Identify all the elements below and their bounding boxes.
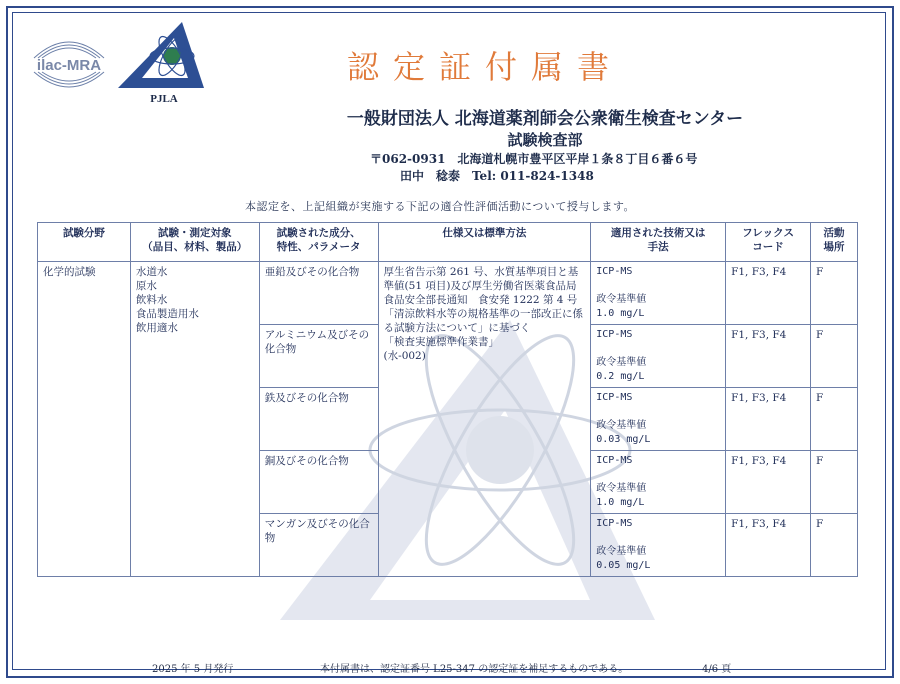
table-row — [38, 262, 858, 325]
header-technique: 適用された技術又は 手法 — [591, 223, 726, 262]
pjla-logo-text: PJLA — [150, 93, 178, 105]
contact-line: 田中 稔泰 Tel: 011-824-1348 — [400, 169, 594, 183]
component-cell: 亜鉛及びその化合物 — [259, 262, 378, 325]
table-header-row — [38, 223, 858, 262]
technique-cell: ICP-MS 政令基準値 1.0 mg/L — [591, 262, 726, 325]
department-name: 試験検査部 — [507, 131, 583, 149]
intro-statement: 本認定を、上記組織が実施する下記の適合性評価活動について授与します。 — [245, 200, 635, 213]
flex-code-cell: F1, F3, F4 — [726, 388, 811, 451]
flex-code-cell: F1, F3, F4 — [726, 451, 811, 514]
address: 〒062-0931 北海道札幌市豊平区平岸１条８丁目６番６号 — [370, 152, 698, 166]
page-number: 4/6 頁 — [702, 664, 732, 675]
header-standard: 仕様又は標準方法 — [378, 223, 591, 262]
site-cell: F — [810, 388, 857, 451]
header-component: 試験された成分、 特性、パラメータ — [259, 223, 378, 262]
site-cell: F — [810, 262, 857, 325]
technique-cell: ICP-MS 政令基準値 0.05 mg/L — [591, 514, 726, 577]
test-field-cell: 化学的試験 — [38, 262, 131, 577]
document-title: 認定証付属書 — [346, 48, 623, 86]
header-test-object: 試験・測定対象 （品目、材料、製品） — [130, 223, 259, 262]
scope-table — [37, 222, 858, 577]
footer-note: 本付属書は、認定証番号 L25-347 の認定証を補足するものである。 — [320, 664, 629, 675]
ilac-mra-logo — [24, 22, 114, 102]
technique-cell: ICP-MS 政令基準値 0.03 mg/L — [591, 388, 726, 451]
header-flex-code: フレックス コード — [726, 223, 811, 262]
component-cell: アルミニウム及びその化合物 — [259, 325, 378, 388]
site-cell: F — [810, 514, 857, 577]
issue-date: 2025 年 5 月発行 — [152, 664, 234, 675]
technique-cell: ICP-MS 政令基準値 0.2 mg/L — [591, 325, 726, 388]
organization-name: 一般財団法人 北海道薬剤師会公衆衛生検査センター — [346, 109, 744, 129]
flex-code-cell: F1, F3, F4 — [726, 325, 811, 388]
standard-cell: 厚生省告示第 261 号、水質基準項目と基準値(51 項目)及び厚生労働省医薬食品局食品安全部長通知 食安発 1222 第 4 号「清涼飲料水等の規格基準の一部改正に係る試験方法について」に基づく 「検査実施標準作業書」 (水-002) — [378, 262, 591, 577]
component-cell: 鉄及びその化合物 — [259, 388, 378, 451]
pjla-logo — [112, 16, 210, 106]
site-cell: F — [810, 325, 857, 388]
component-cell: マンガン及びその化合物 — [259, 514, 378, 577]
header-site: 活動 場所 — [810, 223, 857, 262]
technique-cell: ICP-MS 政令基準値 1.0 mg/L — [591, 451, 726, 514]
ilac-logo-text: ilac-MRA — [36, 57, 102, 74]
test-object-cell: 水道水 原水 飲料水 食品製造用水 飲用適水 — [130, 262, 259, 577]
flex-code-cell: F1, F3, F4 — [726, 514, 811, 577]
flex-code-cell: F1, F3, F4 — [726, 262, 811, 325]
site-cell: F — [810, 451, 857, 514]
header-test-field: 試験分野 — [38, 223, 131, 262]
component-cell: 銅及びその化合物 — [259, 451, 378, 514]
